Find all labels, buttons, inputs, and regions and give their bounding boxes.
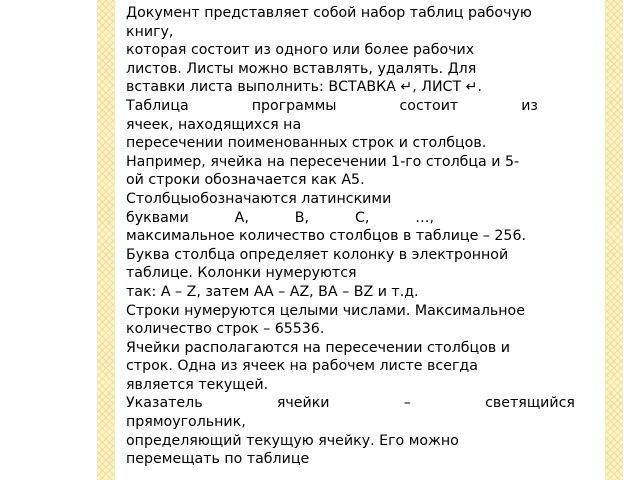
- text-line: прямоугольник,: [126, 414, 246, 431]
- document-text: [126, 4, 586, 469]
- word: –: [403, 395, 411, 412]
- text-line: так: A – Z, затем AA – AZ, BA – BZ и т.д.: [126, 283, 419, 300]
- right-decorative-stripe: [605, 0, 623, 480]
- justified-line: [126, 209, 434, 228]
- word: светящийся: [485, 395, 575, 412]
- text-line: таблице. Колонки нумеруются: [126, 265, 357, 282]
- word: В,: [294, 209, 310, 226]
- word: Таблица: [126, 97, 189, 114]
- word: буквами: [126, 209, 189, 226]
- text-line: количество строк – 65536.: [126, 321, 325, 338]
- text-line: Ячейки располагаются на пересечении столбцов и: [126, 339, 510, 356]
- text-line: Строки нумеруются целыми числами. Максимальное: [126, 302, 525, 319]
- text-line: Документ представляет собой набор таблиц рабочую: [126, 5, 532, 21]
- text-line: определяющий текущую ячейку. Его можно: [126, 432, 459, 449]
- word: обозначаются латинскими: [191, 190, 392, 207]
- word: А,: [234, 209, 249, 226]
- word: из: [521, 97, 538, 114]
- word: программы: [251, 97, 337, 114]
- word: Столбцы: [126, 190, 192, 207]
- text-line: Буква столбца определяет колонку в электронной: [126, 246, 509, 263]
- justified-line: [126, 97, 538, 116]
- text-line: листов. Листы можно вставлять, удалять. Для: [126, 60, 477, 77]
- word: …,: [415, 209, 434, 226]
- text-line: Например, ячейка на пересечении 1-го столбца и 5-: [126, 153, 520, 170]
- text-line: ой строки обозначается как А5.: [126, 172, 365, 189]
- text-line: которая состоит из одного или более рабочих: [126, 42, 475, 59]
- text-line: пересечении поименованных строк и столбцов.: [126, 135, 487, 152]
- text-line: максимальное количество столбцов в таблице – 256.: [126, 228, 527, 245]
- text-line: ячеек, находящихся на: [126, 116, 302, 133]
- justified-line: [126, 190, 392, 209]
- word: состоит: [399, 97, 459, 114]
- text-line: перемещать по таблице: [126, 451, 310, 468]
- text-line: вставки листа выполнить: ВСТАВКА ↵, ЛИСТ ↵.: [126, 79, 483, 96]
- left-decorative-stripe: [97, 0, 115, 480]
- word: С,: [354, 209, 370, 226]
- text-line: строк. Одна из ячеек на рабочем листе всегда: [126, 358, 478, 375]
- justified-line: [126, 394, 575, 413]
- word: ячейки: [276, 395, 330, 412]
- word: Указатель: [126, 395, 203, 412]
- text-line: является текущей.: [126, 376, 269, 393]
- text-line: книгу,: [126, 23, 174, 40]
